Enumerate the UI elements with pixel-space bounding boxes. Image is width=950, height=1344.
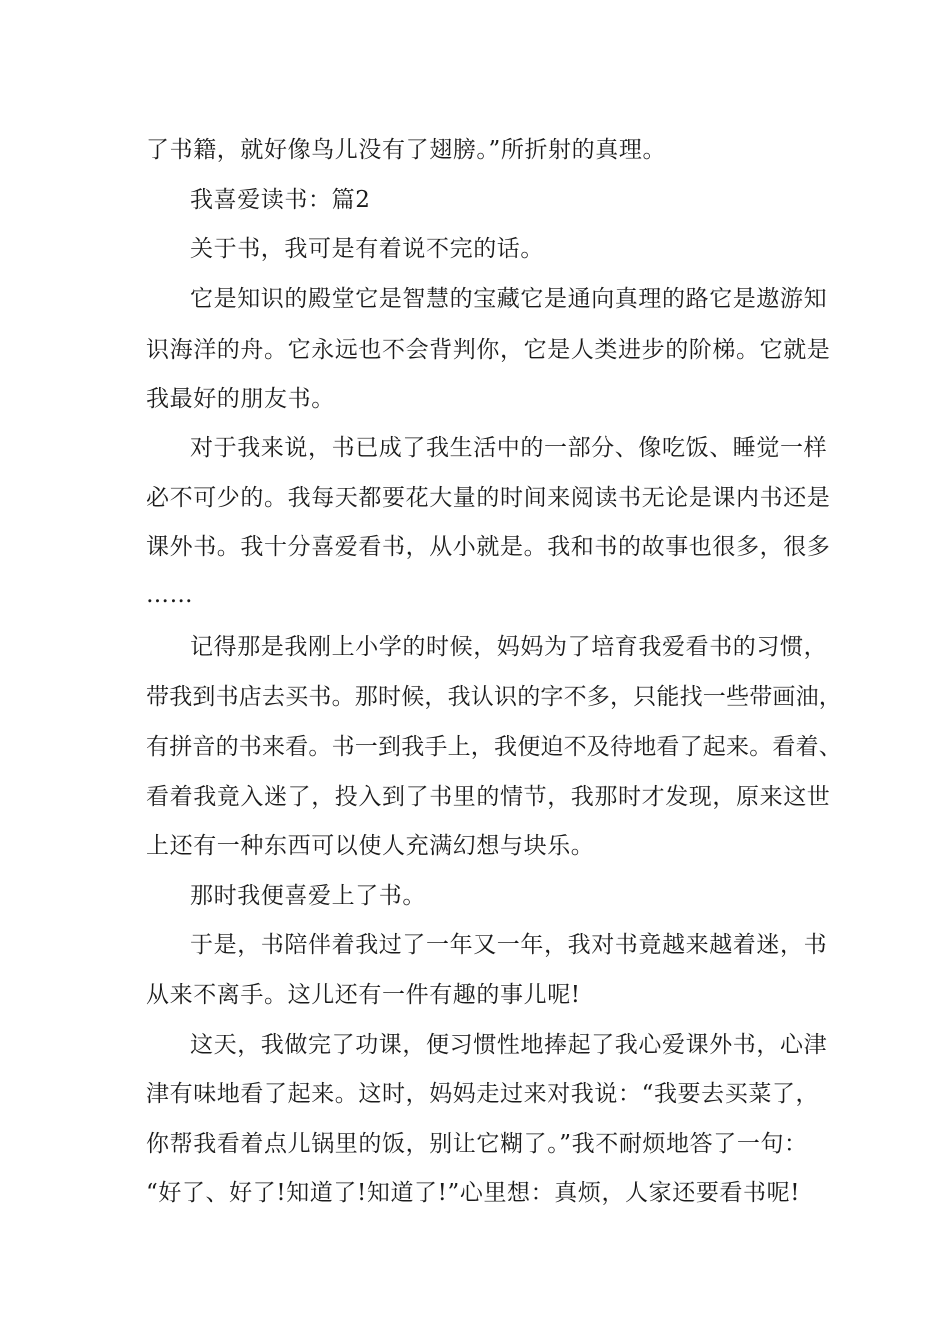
text-line: 必不可少的。我每天都要花大量的时间来阅读书无论是课内书还是 <box>146 485 831 511</box>
text-line: 关于书，我可是有着说不完的话。 <box>190 236 544 262</box>
text-line: 识海洋的舟。它永远也不会背判你，它是人类进步的阶梯。它就是 <box>146 337 831 363</box>
text-line: 那时我便喜爱上了书。 <box>190 883 426 909</box>
text-line: 了书籍，就好像鸟儿没有了翅膀。”所折射的真理。 <box>146 137 667 163</box>
text-line: 带我到书店去买书。那时候，我认识的字不多，只能找一些带画油， <box>146 684 842 710</box>
text-line: 这天，我做完了功课，便习惯性地捧起了我心爱课外书，心津 <box>190 1032 828 1058</box>
text-line: 从来不离手。这儿还有一件有趣的事儿呢! <box>146 982 581 1008</box>
text-line: 记得那是我刚上小学的时候，妈妈为了培育我爱看书的习惯， <box>190 634 828 660</box>
text-line: 津有味地看了起来。这时，妈妈走过来对我说：“我要去买菜了， <box>146 1081 820 1107</box>
text-line: 对于我来说，书已成了我生活中的一部分、像吃饭、睡觉一样 <box>190 435 828 461</box>
section-heading: 我喜爱读书：篇2 <box>190 187 371 213</box>
text-line: 它是知识的殿堂它是智慧的宝藏它是通向真理的路它是遨游知 <box>190 286 828 312</box>
text-line: 看着我竟入迷了，投入到了书里的情节，我那时才发现，原来这世 <box>146 784 831 810</box>
text-line: 我最好的朋友书。 <box>146 386 335 412</box>
text-line: …… <box>146 582 194 608</box>
text-line: 于是，书陪伴着我过了一年又一年，我对书竟越来越着迷，书 <box>190 932 828 958</box>
text-line: 课外书。我十分喜爱看书，从小就是。我和书的故事也很多，很多 <box>146 534 831 560</box>
text-line: 上还有一种东西可以使人充满幻想与块乐。 <box>146 833 595 859</box>
text-line: 你帮我看着点儿锅里的饭，别让它糊了。”我不耐烦地答了一句： <box>146 1131 808 1157</box>
text-line: “好了、好了!知道了!知道了!”心里想：真烦，人家还要看书呢! <box>146 1180 801 1206</box>
text-line: 有拼音的书来看。书一到我手上，我便迫不及待地看了起来。看着、 <box>146 734 842 760</box>
